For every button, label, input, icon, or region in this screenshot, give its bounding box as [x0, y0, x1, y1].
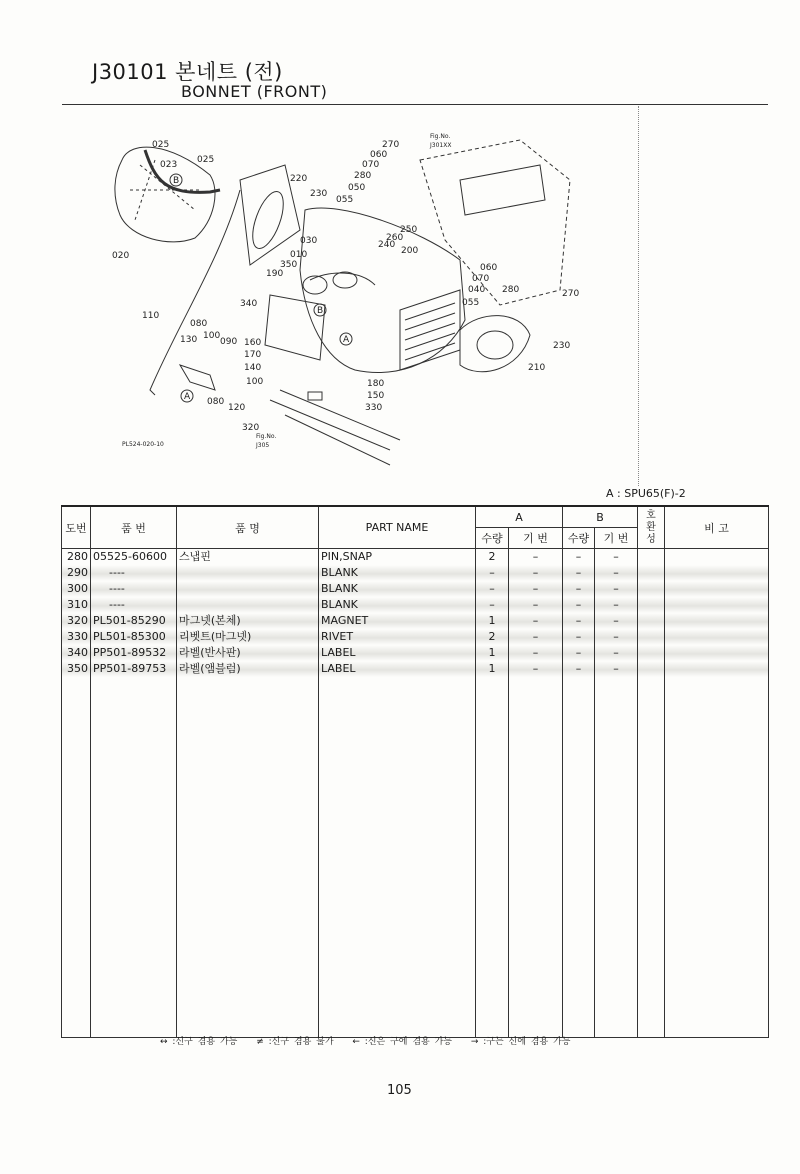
row-part-name: RIVET: [319, 629, 476, 645]
header-remarks: 비 고: [665, 506, 769, 549]
row-remarks: [665, 613, 769, 629]
row-model-b: –: [595, 597, 638, 613]
callout-100b: 100: [246, 377, 264, 387]
callout-180: 180: [367, 379, 385, 389]
row-number: 310: [62, 597, 91, 613]
row-qty-a: 1: [476, 645, 509, 661]
callout-240: 240: [378, 240, 396, 250]
callout-210: 210: [528, 363, 546, 373]
row-part-name-kr: 리벳트(마그넷): [177, 629, 319, 645]
header-model-a: 기 번: [509, 528, 563, 549]
row-qty-b: –: [563, 549, 595, 566]
header-part-name: PART NAME: [319, 506, 476, 549]
row-model-a: –: [509, 645, 563, 661]
callout-200: 200: [401, 246, 419, 256]
callout-270: 270: [382, 140, 400, 150]
callout-270b: 270: [562, 289, 580, 299]
page-number: 105: [387, 1083, 412, 1098]
callout-230b: 230: [553, 341, 571, 351]
row-interchange: [638, 565, 665, 581]
row-qty-a: 1: [476, 613, 509, 629]
callout-280: 280: [354, 171, 372, 181]
empty-cell: [595, 677, 638, 1038]
fig-ref-top-number: J301XX: [430, 142, 452, 149]
row-part-number: PL501-85300: [91, 629, 177, 645]
callout-150: 150: [367, 391, 385, 401]
row-part-name: BLANK: [319, 581, 476, 597]
empty-cell: [509, 677, 563, 1038]
row-number: 300: [62, 581, 91, 597]
row-model-b: –: [595, 613, 638, 629]
table-row: [62, 565, 769, 581]
page-title: J30101 본네트 (전): [92, 60, 283, 84]
callout-350: 350: [280, 260, 298, 270]
row-remarks: [665, 629, 769, 645]
empty-cell: [476, 677, 509, 1038]
header-model-b: 기 번: [595, 528, 638, 549]
row-model-b: –: [595, 581, 638, 597]
row-qty-a: 1: [476, 661, 509, 677]
title-divider: [62, 104, 768, 105]
callout-130: 130: [180, 335, 198, 345]
callout-170: 170: [244, 350, 262, 360]
row-qty-b: –: [563, 565, 595, 581]
row-number: 330: [62, 629, 91, 645]
header-part-no: 품 번: [91, 506, 177, 549]
row-qty-b: –: [563, 629, 595, 645]
page-subtitle: BONNET (FRONT): [181, 82, 328, 101]
row-number: 340: [62, 645, 91, 661]
row-qty-a: –: [476, 597, 509, 613]
empty-cell: [563, 677, 595, 1038]
callout-120: 120: [228, 403, 246, 413]
row-qty-a: 2: [476, 629, 509, 645]
callout-070b: 070: [472, 274, 490, 284]
legend-item: ← :신은 구에 겸용 가능: [352, 1037, 452, 1047]
row-number: 280: [62, 549, 91, 566]
table-row: [62, 549, 769, 566]
row-number: 290: [62, 565, 91, 581]
row-interchange: [638, 661, 665, 677]
callout-100: 100: [203, 331, 221, 341]
row-remarks: [665, 597, 769, 613]
row-part-number: ----: [91, 565, 177, 581]
row-model-b: –: [595, 629, 638, 645]
row-part-number: PP501-89753: [91, 661, 177, 677]
table-row: [62, 581, 769, 597]
callout-140: 140: [244, 363, 262, 373]
row-model-b: –: [595, 565, 638, 581]
table-row: [62, 613, 769, 629]
header-group-a: A: [476, 506, 563, 528]
drawing-code: PL524-020-10: [122, 441, 164, 448]
callout-070: 070: [362, 160, 380, 170]
header-qty-b: 수량: [563, 528, 595, 549]
row-remarks: [665, 565, 769, 581]
callout-320: 320: [242, 423, 260, 433]
row-part-number: PP501-89532: [91, 645, 177, 661]
empty-cell: [319, 677, 476, 1038]
callout-023: 023: [160, 160, 178, 170]
circle-label-a1: A: [343, 335, 350, 345]
row-part-number: 05525-60600: [91, 549, 177, 566]
row-part-name-kr: [177, 565, 319, 581]
header-interchange: 호환성: [638, 506, 665, 549]
row-interchange: [638, 613, 665, 629]
row-model-b: –: [595, 645, 638, 661]
callout-020: 020: [112, 251, 130, 261]
row-model-a: –: [509, 661, 563, 677]
row-qty-a: –: [476, 581, 509, 597]
row-qty-a: 2: [476, 549, 509, 566]
row-interchange: [638, 645, 665, 661]
exploded-parts-diagram: [100, 120, 640, 480]
compatibility-legend: [160, 1034, 584, 1047]
row-interchange: [638, 581, 665, 597]
row-part-name-kr: 마그넷(본체): [177, 613, 319, 629]
row-model-a: –: [509, 565, 563, 581]
callout-250: 250: [400, 225, 418, 235]
table-row: [62, 645, 769, 661]
row-part-name-kr: [177, 581, 319, 597]
callout-330: 330: [365, 403, 383, 413]
row-part-name-kr: 라벨(앰블럼): [177, 661, 319, 677]
table-filler: [62, 677, 769, 1038]
fig-ref-bottom: Fig.No.: [256, 433, 277, 440]
callout-055b: 055: [462, 298, 480, 308]
row-part-name: LABEL: [319, 645, 476, 661]
row-number: 350: [62, 661, 91, 677]
row-part-number: PL501-85290: [91, 613, 177, 629]
callout-260: 260: [386, 233, 404, 243]
row-model-a: –: [509, 549, 563, 566]
row-part-number: ----: [91, 581, 177, 597]
row-part-name: LABEL: [319, 661, 476, 677]
empty-cell: [62, 677, 91, 1038]
circle-label-b1: B: [173, 176, 180, 186]
callout-060: 060: [370, 150, 388, 160]
empty-cell: [638, 677, 665, 1038]
callout-025: 025: [152, 140, 170, 150]
header-no: 도번: [62, 506, 91, 549]
row-remarks: [665, 661, 769, 677]
row-part-number: ----: [91, 597, 177, 613]
callout-280b: 280: [502, 285, 520, 295]
header-qty-a: 수량: [476, 528, 509, 549]
callout-340: 340: [240, 299, 258, 309]
row-qty-b: –: [563, 613, 595, 629]
callout-050: 050: [348, 183, 366, 193]
row-interchange: [638, 597, 665, 613]
row-interchange: [638, 629, 665, 645]
row-qty-a: –: [476, 565, 509, 581]
callout-230: 230: [310, 189, 328, 199]
row-part-name-kr: [177, 597, 319, 613]
parts-table: [61, 505, 769, 1038]
row-part-name: BLANK: [319, 565, 476, 581]
row-part-name-kr: 스냅핀: [177, 549, 319, 566]
row-model-a: –: [509, 613, 563, 629]
circle-label-a2: A: [184, 392, 191, 402]
row-model-a: –: [509, 629, 563, 645]
row-part-name-kr: 라벨(반사판): [177, 645, 319, 661]
callout-060b: 060: [480, 263, 498, 273]
row-qty-b: –: [563, 661, 595, 677]
row-qty-b: –: [563, 581, 595, 597]
fig-ref-bottom-number: J305: [256, 442, 270, 449]
legend-item: → :구는 신에 겸용 가능: [470, 1037, 571, 1047]
table-row: [62, 597, 769, 613]
table-row: [62, 629, 769, 645]
callout-025b: 025: [197, 155, 215, 165]
callout-160: 160: [244, 338, 262, 348]
row-remarks: [665, 549, 769, 566]
callout-040: 040: [468, 285, 486, 295]
row-number: 320: [62, 613, 91, 629]
row-remarks: [665, 645, 769, 661]
empty-cell: [91, 677, 177, 1038]
header-group-b: B: [563, 506, 638, 528]
row-remarks: [665, 581, 769, 597]
callout-090: 090: [220, 337, 238, 347]
row-model-a: –: [509, 597, 563, 613]
callout-110: 110: [142, 311, 160, 321]
callout-190: 190: [266, 269, 284, 279]
callout-030: 030: [300, 236, 318, 246]
row-part-name: BLANK: [319, 597, 476, 613]
callout-080: 080: [190, 319, 208, 329]
callout-220: 220: [290, 174, 308, 184]
row-qty-b: –: [563, 645, 595, 661]
callout-080b: 080: [207, 397, 225, 407]
empty-cell: [177, 677, 319, 1038]
callout-010: 010: [290, 250, 308, 260]
row-interchange: [638, 549, 665, 566]
row-model-b: –: [595, 661, 638, 677]
header-part-name-kr: 품 명: [177, 506, 319, 549]
circle-label-b2: B: [317, 306, 324, 316]
legend-item: ↔ :신구 겸용 가능: [160, 1037, 238, 1047]
row-qty-b: –: [563, 597, 595, 613]
model-label: A : SPU65(F)-2: [606, 487, 686, 500]
legend-item: ≠ :신구 겸용 불가: [256, 1037, 334, 1047]
empty-cell: [665, 677, 769, 1038]
table-row: [62, 661, 769, 677]
row-model-b: –: [595, 549, 638, 566]
row-part-name: MAGNET: [319, 613, 476, 629]
row-model-a: –: [509, 581, 563, 597]
callout-055: 055: [336, 195, 354, 205]
row-part-name: PIN,SNAP: [319, 549, 476, 566]
fig-ref-top: Fig.No.: [430, 133, 451, 140]
